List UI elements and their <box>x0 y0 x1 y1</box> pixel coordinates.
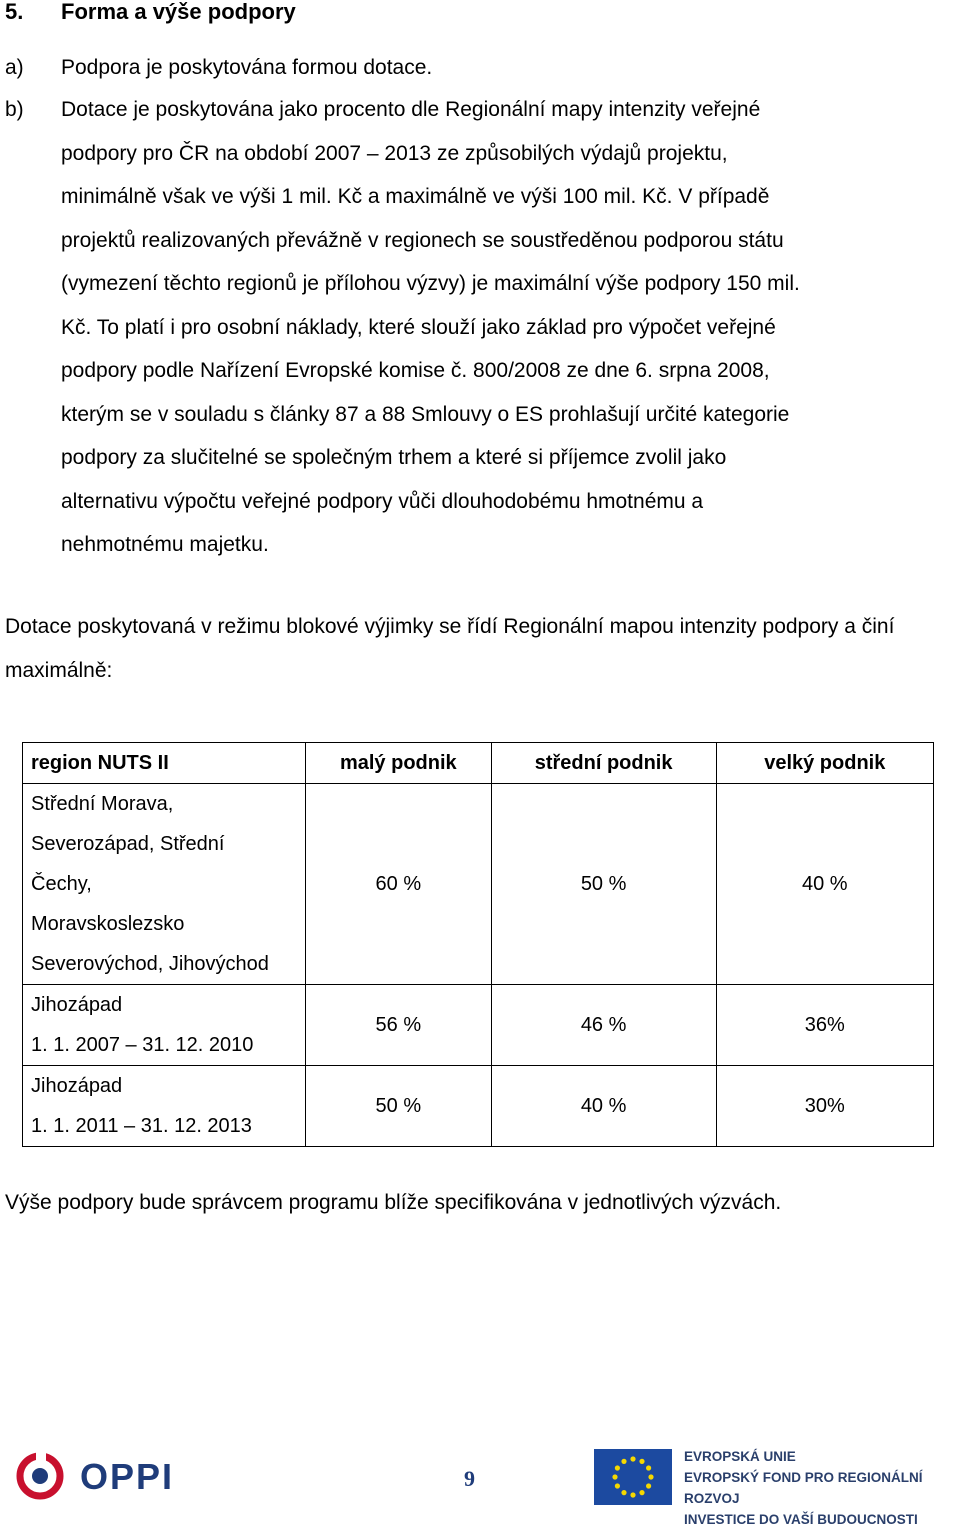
footer-note: Výše podpory bude správcem programu blíže specifikována v jednotlivých výzvách. <box>5 1191 782 1214</box>
page-number: 9 <box>464 1466 475 1491</box>
value-small: 50 % <box>305 1066 491 1147</box>
section-title: Forma a výše podpory <box>61 0 296 24</box>
region-cell <box>23 985 306 1066</box>
eu-flag-icon <box>594 1449 672 1505</box>
header-small: malý podnik <box>305 743 491 784</box>
text-line: minimálně však ve výši 1 mil. Kč a maximálně ve výši 100 mil. Kč. V případě <box>61 185 770 208</box>
region-line: Jihozápad <box>31 994 123 1016</box>
header-large: velký podnik <box>716 743 933 784</box>
value-large: 40 % <box>716 784 933 985</box>
region-line: Moravskoslezsko <box>31 913 185 935</box>
text-line: podpory pro ČR na období 2007 – 2013 ze způsobilých výdajů projektu, <box>61 141 728 165</box>
table-header-row <box>23 743 934 784</box>
text-line: podpory podle Nařízení Evropské komise č. 800/2008 ze dne 6. srpna 2008, <box>61 359 770 382</box>
eu-funding-text <box>684 1446 960 1530</box>
value-large: 36% <box>716 985 933 1066</box>
item-label: a) <box>5 56 24 79</box>
text-line: kterým se v souladu s články 87 a 88 Smlouvy o ES prohlašují určité kategorie <box>61 402 790 426</box>
eu-stars-icon <box>594 1449 672 1505</box>
region-line: 1. 1. 2011 – 31. 12. 2013 <box>31 1115 252 1137</box>
region-line: Střední Morava, <box>31 793 174 815</box>
intro-paragraph: Dotace poskytovaná v režimu blokové výjimky se řídí Regionální mapou intenzity podpory a činí maximálně: <box>5 615 895 682</box>
eu-text-line: EVROPSKÝ FOND PRO REGIONÁLNÍ ROZVOJ <box>684 1470 923 1506</box>
section-heading <box>5 0 296 26</box>
item-text: Podpora je poskytována formou dotace. <box>61 56 433 79</box>
eu-text-line: INVESTICE DO VAŠÍ BUDOUCNOSTI <box>684 1512 918 1527</box>
region-line: Jihozápad <box>31 1075 123 1097</box>
text-line: nehmotnému majetku. <box>61 533 269 556</box>
text-line: (vymezení těchto regionů je přílohou výzvy) je maximální výše podpory 150 mil. <box>61 272 800 295</box>
region-cell <box>23 1066 306 1147</box>
eu-text-line: EVROPSKÁ UNIE <box>684 1449 796 1464</box>
table-row <box>23 1066 934 1147</box>
region-line: Čechy, <box>31 873 92 895</box>
table-row <box>23 985 934 1066</box>
item-label: b) <box>5 98 24 121</box>
item-text <box>61 88 959 567</box>
value-large: 30% <box>716 1066 933 1147</box>
text-line: podpory za slučitelné se společným trhem a které si příjemce zvolil jako <box>61 446 727 469</box>
region-line: Severovýchod, Jihovýchod <box>31 953 269 975</box>
section-number: 5. <box>5 0 24 24</box>
header-region: region NUTS II <box>23 743 306 784</box>
region-line: Severozápad, Střední <box>31 833 225 855</box>
header-medium: střední podnik <box>491 743 716 784</box>
oppi-emblem-icon <box>12 1450 72 1502</box>
value-small: 56 % <box>305 985 491 1066</box>
oppi-wordmark: OPPI <box>80 1456 175 1497</box>
value-medium: 40 % <box>491 1066 716 1147</box>
text-line: alternativu výpočtu veřejné podpory vůči dlouhodobému hmotnému a <box>61 489 704 513</box>
value-small: 60 % <box>305 784 491 985</box>
region-line: 1. 1. 2007 – 31. 12. 2010 <box>31 1034 254 1056</box>
support-table <box>22 742 934 1147</box>
oppi-logo <box>12 1450 175 1507</box>
table-row <box>23 784 934 985</box>
text-line: Dotace je poskytována jako procento dle Regionální mapy intenzity veřejné <box>61 98 761 121</box>
region-cell <box>23 784 306 985</box>
text-line: projektů realizovaných převážně v regionech se soustředěnou podporou státu <box>61 228 784 252</box>
value-medium: 50 % <box>491 784 716 985</box>
text-line: Kč. To platí i pro osobní náklady, které slouží jako základ pro výpočet veřejné <box>61 315 776 339</box>
value-medium: 46 % <box>491 985 716 1066</box>
